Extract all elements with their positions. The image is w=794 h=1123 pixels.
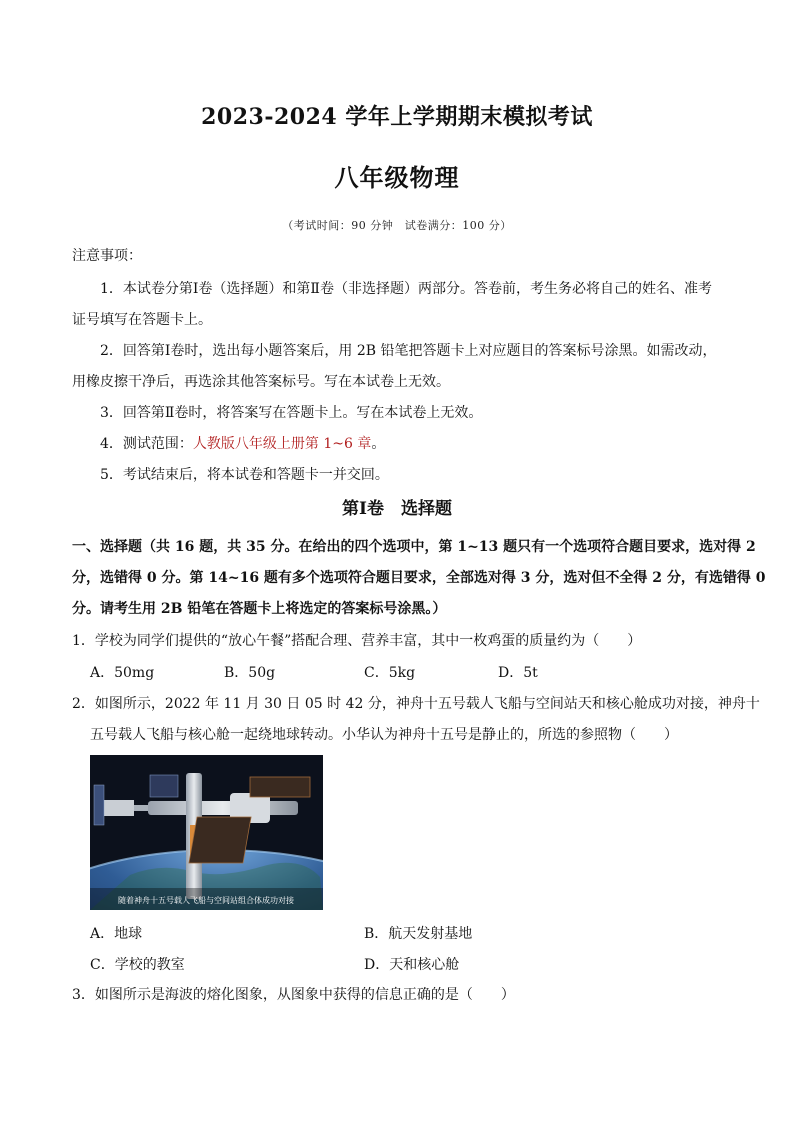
question-2-option-d: D．天和核心舱 xyxy=(364,957,460,973)
exam-info: （考试时间：90 分钟 试卷满分：100 分） xyxy=(282,219,512,232)
question-2-option-a: A．地球 xyxy=(90,926,143,942)
notice-item-3: 3．回答第Ⅱ卷时，将答案写在答题卡上。写在本试卷上无效。 xyxy=(100,405,483,421)
question-1-stem: 1．学校为同学们提供的“放心午餐”搭配合理、营养丰富，其中一枚鸡蛋的质量约为（ ） xyxy=(72,633,642,649)
notice-item-2-line-2: 用橡皮擦干净后，再选涂其他答案标号。写在本试卷上无效。 xyxy=(72,374,450,390)
question-2-option-b: B．航天发射基地 xyxy=(364,926,473,942)
question-1-option-a: A．50mg xyxy=(90,665,155,681)
space-station-image xyxy=(90,755,323,910)
question-1-option-c: C．5kg xyxy=(364,665,416,681)
notice-item-1-line-1: 1．本试卷分第Ⅰ卷（选择题）和第Ⅱ卷（非选择题）两部分。答卷前，考生务必将自己的姓名、准考 xyxy=(100,281,712,297)
image-caption: 随着神舟十五号载人飞船与空间站组合体成功对接 xyxy=(118,896,294,905)
question-1-option-b: B．50g xyxy=(224,665,276,681)
question-3-stem: 3．如图所示是海波的熔化图象，从图象中获得的信息正确的是（ ） xyxy=(72,987,515,1003)
exam-title: 2023-2024 学年上学期期末模拟考试 xyxy=(201,104,593,130)
notice-item-4-suffix: 。 xyxy=(371,436,386,452)
space-station-illustration xyxy=(90,755,323,910)
section-title: 第Ⅰ卷 选择题 xyxy=(342,499,452,519)
question-2-option-c: C．学校的教室 xyxy=(90,957,185,973)
section-instructions-line-1: 一、选择题（共 16 题，共 35 分。在给出的四个选项中，第 1~13 题只有一个选项符合题目要求，选对得 2 xyxy=(72,539,756,555)
question-1-option-d: D．5t xyxy=(498,665,538,681)
notice-item-5: 5．考试结束后，将本试卷和答题卡一并交回。 xyxy=(100,467,389,483)
question-2-stem-line-2: 五号载人飞船与核心舱一起绕地球转动。小华认为神舟十五号是静止的，所选的参照物（ ） xyxy=(90,727,678,743)
section-instructions-line-2: 分，选错得 0 分。第 14~16 题有多个选项符合题目要求，全部选对得 3 分，选对但不全得 2 分，有选错得 0 xyxy=(72,570,766,586)
notice-item-4-prefix: 4．测试范围： xyxy=(100,436,193,452)
section-instructions-line-3: 分。请考生用 2B 铅笔在答题卡上将选定的答案标号涂黑。） xyxy=(72,601,447,617)
notice-heading: 注意事项： xyxy=(72,248,142,264)
question-2-stem-line-1: 2．如图所示，2022 年 11 月 30 日 05 时 42 分，神舟十五号载人飞船与空间站天和核心舱成功对接，神舟十 xyxy=(72,696,760,712)
notice-item-4-range: 人教版八年级上册第 1~6 章 xyxy=(192,436,372,452)
notice-item-4 xyxy=(100,434,385,454)
notice-item-2-line-1: 2．回答第Ⅰ卷时，选出每小题答案后，用 2B 铅笔把答题卡上对应题目的答案标号涂黑。如需改动， xyxy=(100,343,717,359)
exam-subject: 八年级物理 xyxy=(334,163,460,192)
notice-item-1-line-2: 证号填写在答题卡上。 xyxy=(72,312,212,328)
